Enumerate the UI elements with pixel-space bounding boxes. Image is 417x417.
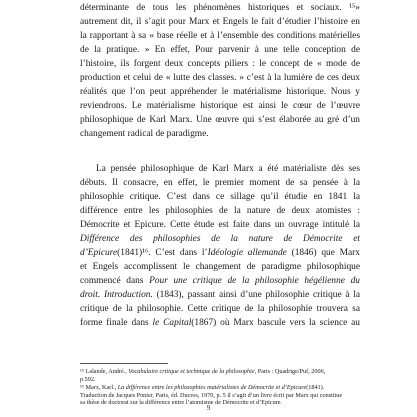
body-line: droit. Introduction. (1843), passant ainsi d’une philosophie critique à la	[80, 290, 360, 300]
body-line: commencé dans Pour une critique de la philosophie hégélienne du	[80, 276, 360, 286]
body-line: l’histoire, ils forgent deux concepts piliers : le concept de « mode de	[80, 59, 360, 69]
body-line: et Engels accomplissent le changement de paradigme philosophique	[80, 262, 360, 272]
body-line: philosophique de Karl Marx. Une œuvre qui s’est élaborée au gré d’un	[80, 115, 360, 125]
body-line: La pensée philosophique de Karl Marx a été matérialiste dès ses	[96, 164, 360, 174]
body-line: forme finale dans le Capital(1867) où Marx bascule vers la science au	[80, 318, 360, 328]
body-line: Démocrite et Epicure. Cette étude est faite dans un ouvrage intitulé la	[80, 220, 360, 230]
footnote-line: ¹⁶ Marx, Karl., La différence entre les philosophies matérialistes de Démocrite et d’Epicure(1841).	[80, 384, 325, 391]
footnote-line: sa thèse de doctorat sur la différence entre l’atomisme de Démocrite et d’Epicure.	[80, 399, 283, 406]
body-line: autrement dit, il s’agit pour Marx et Engels le fait d’étudier l’histoire en	[80, 17, 360, 27]
footnote-line: Traduction de Jacques Ponier, Paris, éd. Ducros, 1970, p. 5 il s’agit d’un livre écrit par Marx qui constitue	[80, 391, 343, 399]
body-line: différence entre les philosophies de la nature de deux atomistes :	[80, 206, 360, 216]
body-line: changement radical de paradigme.	[80, 129, 209, 139]
body-line: débuts. Il consacre, en effet, le premier moment de sa pensée à la	[80, 178, 360, 188]
footnote-line: p.592.	[80, 375, 96, 383]
body-line: la rapportant à sa « base réelle et à l’ensemble des conditions matérielles	[80, 31, 360, 41]
body-line: philosophie critique. C’est dans ce sillage qu’il étudie en 1841 la	[80, 192, 360, 202]
body-line: de la pratique. » En effet, Pour parvenir à une telle conception de	[80, 45, 360, 55]
body-line: Différence des philosophies de la nature de Démocrite et	[80, 234, 360, 244]
body-line: reviendrons. Le matérialisme historique est ainsi le cœur de l’œuvre	[80, 101, 360, 111]
body-line: déterminante de tous les phénomènes historiques et sociaux. ¹⁵»	[80, 3, 360, 13]
page-number: 9	[206, 404, 211, 412]
body-line: critique de la philosophie. Cette critique de la philosophie trouvera sa	[80, 304, 360, 314]
body-line: production et celui de « lutte des classes. » c’est à la lumière de ces deux	[80, 73, 360, 83]
body-line: réalités que l’on peut appréhender le matérialisme historique. Nous y	[80, 87, 360, 97]
footnote-line: ¹⁵ Lalande, André., Vocabulaire critique et technique de la philosophie, Paris : Quadrige/Puf, 2006,	[80, 368, 326, 375]
footnote-separator	[80, 363, 168, 364]
body-line: d’Epicure(1841)¹⁶. C’est dans l’Idéologie allemande (1846) que Marx	[80, 248, 360, 258]
